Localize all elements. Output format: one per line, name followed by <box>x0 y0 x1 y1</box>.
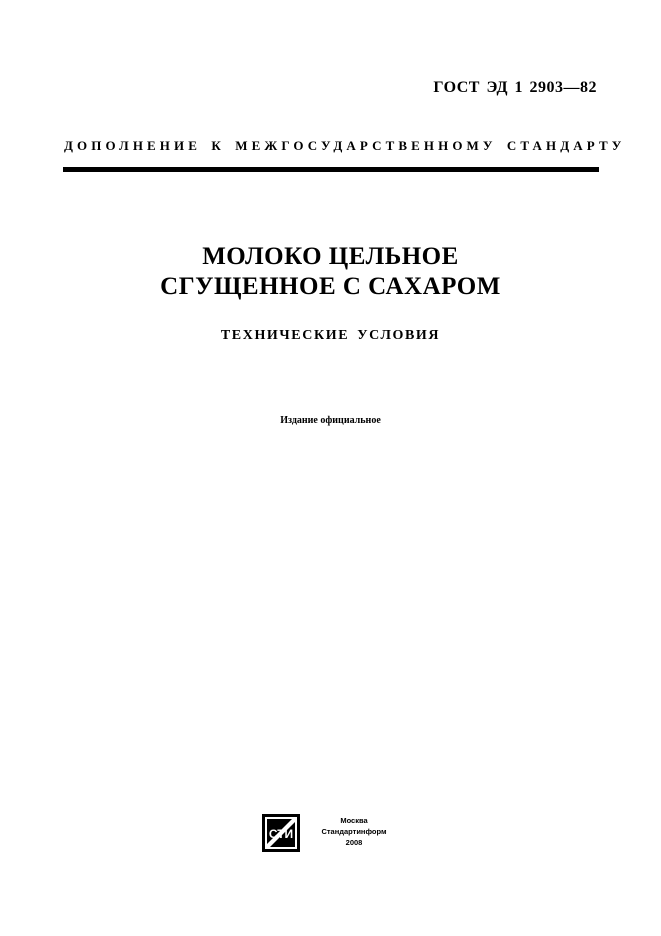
document-title <box>0 242 661 302</box>
publication-year: 2008 <box>345 838 363 847</box>
title-line-1: МОЛОКО ЦЕЛЬНОЕ <box>202 243 459 270</box>
edition-note: Издание официальное <box>280 415 381 426</box>
publisher-city: Москва <box>340 816 368 825</box>
publisher-logo-icon <box>262 814 300 852</box>
header-divider <box>63 167 599 172</box>
document-code: ГОСТ ЭД 1 2903—82 <box>433 79 597 96</box>
publisher-logo-text: СТИ <box>268 827 294 841</box>
title-line-2: СГУЩЕННОЕ С САХАРОМ <box>160 273 501 300</box>
document-subtitle: ТЕХНИЧЕСКИЕ УСЛОВИЯ <box>220 328 441 343</box>
publisher-imprint <box>309 815 399 848</box>
publisher-name: Стандартинформ <box>321 827 387 836</box>
supplement-heading: ДОПОЛНЕНИЕ К МЕЖГОСУДАРСТВЕННОМУ СТАНДАРТУ <box>64 138 626 153</box>
